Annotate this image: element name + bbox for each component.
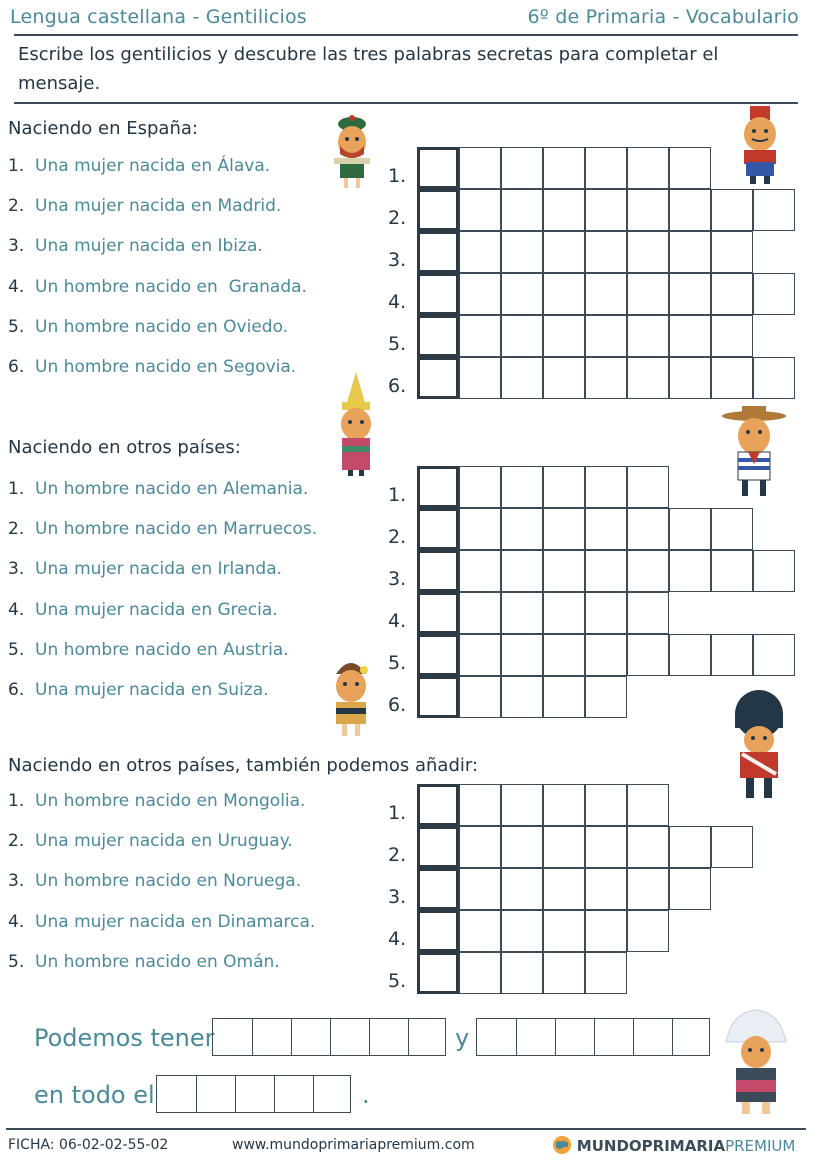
letter-cell[interactable] [669,826,711,868]
letter-cell[interactable] [627,273,669,315]
grid-row-number: 2. [388,844,407,866]
clue-item [8,791,305,811]
letter-cell[interactable] [585,910,627,952]
answer-box-divider [672,1019,673,1055]
clue-number: 4. [8,911,25,932]
letter-cell[interactable] [543,550,585,592]
clue-number: 2. [8,196,25,217]
clue-item [8,236,263,256]
letter-cell[interactable] [711,550,753,592]
clue-text: Una mujer nacida en Álava. [24,156,271,176]
letter-cell[interactable] [627,592,669,634]
letter-cell[interactable] [501,634,543,676]
letter-cell[interactable] [459,634,501,676]
letter-cell[interactable] [501,357,543,399]
letter-cell[interactable] [711,826,753,868]
clue-text: Un hombre nacido en Alemania. [24,479,309,499]
clue-item [8,156,270,176]
secret-letter-cell[interactable] [417,466,459,508]
answer-box-divider [330,1019,331,1055]
answer-box-divider [235,1076,236,1112]
grid-row-number: 1. [388,165,407,187]
letter-cell[interactable] [543,868,585,910]
worksheet-grade: 6º de Primaria - Vocabulario [527,6,799,28]
clue-item [8,196,281,216]
letter-cell[interactable] [543,592,585,634]
letter-cell[interactable] [669,634,711,676]
letter-cell[interactable] [585,676,627,718]
letter-cell[interactable] [627,634,669,676]
secret-word-1-boxes[interactable] [212,1018,446,1056]
section-title-other-countries: Naciendo en otros países: [8,437,241,458]
letter-cell[interactable] [459,231,501,273]
letter-cell[interactable] [501,910,543,952]
brand-part-b: PRIMARIA [641,1137,726,1155]
letter-cell[interactable] [543,273,585,315]
letter-cell[interactable] [753,273,795,315]
letter-cell[interactable] [459,508,501,550]
letter-cell[interactable] [543,952,585,994]
letter-cell[interactable] [711,508,753,550]
scottish-character-illustration [326,114,378,194]
website-url: www.mundoprimariapremium.com [232,1137,475,1153]
answer-box-divider [313,1076,314,1112]
secret-letter-cell[interactable] [417,273,459,315]
turkish-character-illustration [732,104,788,188]
letter-cell[interactable] [585,357,627,399]
final-text-part2: en todo el [34,1081,155,1109]
secret-letter-cell[interactable] [417,826,459,868]
globe-icon [552,1135,572,1155]
letter-cell[interactable] [669,315,711,357]
swiss-character-illustration [324,658,378,742]
clue-number: 4. [8,599,25,620]
clue-text: Un hombre nacido en Noruega. [24,871,302,892]
secret-letter-cell[interactable] [417,592,459,634]
letter-cell[interactable] [543,231,585,273]
grid-row-number: 1. [388,484,407,506]
letter-cell[interactable] [459,784,501,826]
secret-letter-cell[interactable] [417,357,459,399]
clue-item [8,871,301,891]
letter-cell[interactable] [753,357,795,399]
answer-box-divider [633,1019,634,1055]
letter-cell[interactable] [711,273,753,315]
clue-item [8,519,317,539]
letter-cell[interactable] [669,231,711,273]
letter-cell[interactable] [459,910,501,952]
letter-cell[interactable] [627,508,669,550]
clue-number: 3. [8,871,25,892]
letter-cell[interactable] [627,466,669,508]
worksheet-subject: Lengua castellana - Gentilicios [10,6,307,28]
letter-cell[interactable] [585,508,627,550]
clue-item [8,831,293,851]
intro-divider [14,102,798,104]
british-guard-character-illustration [728,690,790,804]
answer-box-divider [516,1019,517,1055]
clue-text: Un hombre nacido en Mongolia. [24,791,306,811]
clue-item [8,640,289,660]
clue-item [8,317,288,337]
clue-item [8,277,307,297]
clue-item [8,357,296,377]
clue-number: 1. [8,479,25,499]
clue-text: Un hombre nacido en Austria. [24,639,289,660]
letter-cell[interactable] [459,147,501,189]
letter-cell[interactable] [543,508,585,550]
clue-text: Un hombre nacido en Oviedo. [24,316,289,337]
letter-cell[interactable] [543,357,585,399]
letter-cell[interactable] [585,952,627,994]
letter-cell[interactable] [585,784,627,826]
letter-cell[interactable] [459,676,501,718]
clue-number: 3. [8,236,25,257]
letter-cell[interactable] [459,592,501,634]
letter-cell[interactable] [669,273,711,315]
letter-cell[interactable] [711,315,753,357]
letter-cell[interactable] [501,952,543,994]
letter-cell[interactable] [669,189,711,231]
grid-row-number: 6. [388,694,407,716]
clue-number: 1. [8,156,25,176]
answer-box-divider [555,1019,556,1055]
letter-cell[interactable] [459,826,501,868]
letter-cell[interactable] [627,910,669,952]
letter-cell[interactable] [669,357,711,399]
secret-letter-cell[interactable] [417,189,459,231]
clue-text: Un hombre nacido en Omán. [24,951,280,972]
clue-item [8,912,315,932]
grid-row-number: 6. [388,375,407,397]
secret-word-2-boxes[interactable] [476,1018,710,1056]
letter-cell[interactable] [627,189,669,231]
letter-cell[interactable] [585,189,627,231]
letter-cell[interactable] [627,550,669,592]
answer-box-divider [252,1019,253,1055]
clue-number: 5. [8,316,25,337]
secret-letter-cell[interactable] [417,868,459,910]
clue-number: 3. [8,559,25,580]
clue-text: Un hombre nacido en Marruecos. [24,519,318,540]
letter-cell[interactable] [627,868,669,910]
grid-row-number: 5. [388,333,407,355]
letter-cell[interactable] [501,826,543,868]
letter-cell[interactable] [753,634,795,676]
clue-text: Un hombre nacido en Granada. [24,276,307,297]
letter-cell[interactable] [543,466,585,508]
letter-cell[interactable] [711,231,753,273]
grid-row-number: 2. [388,526,407,548]
letter-cell[interactable] [459,466,501,508]
clue-text: Una mujer nacida en Uruguay. [24,831,293,852]
letter-cell[interactable] [459,189,501,231]
letter-cell[interactable] [585,868,627,910]
letter-cell[interactable] [711,634,753,676]
section-title-spain: Naciendo en España: [8,118,198,139]
answer-box-divider [369,1019,370,1055]
letter-cell[interactable] [543,147,585,189]
letter-cell[interactable] [543,315,585,357]
letter-cell[interactable] [711,189,753,231]
answer-box-divider [594,1019,595,1055]
letter-cell[interactable] [585,147,627,189]
clue-number: 4. [8,276,25,297]
letter-cell[interactable] [501,466,543,508]
letter-cell[interactable] [459,315,501,357]
grid-row-number: 4. [388,291,407,313]
brand-part-a: MUNDO [576,1137,642,1155]
letter-cell[interactable] [585,634,627,676]
letter-cell[interactable] [585,315,627,357]
letter-cell[interactable] [543,189,585,231]
letter-cell[interactable] [501,315,543,357]
letter-cell[interactable] [501,189,543,231]
clue-number: 6. [8,680,25,700]
answer-box-divider [196,1076,197,1112]
letter-cell[interactable] [627,826,669,868]
letter-cell[interactable] [459,550,501,592]
thai-character-illustration [330,372,382,478]
letter-cell[interactable] [753,550,795,592]
letter-cell[interactable] [501,550,543,592]
letter-cell[interactable] [543,676,585,718]
final-text-connector: y [455,1024,470,1052]
letter-cell[interactable] [543,784,585,826]
brand-logo [552,1135,795,1155]
secret-letter-cell[interactable] [417,315,459,357]
clue-item [8,952,280,972]
gondolier-character-illustration [720,404,788,500]
grid-row-number: 2. [388,207,407,229]
letter-cell[interactable] [501,676,543,718]
answer-box-divider [408,1019,409,1055]
letter-cell[interactable] [669,550,711,592]
letter-cell[interactable] [501,147,543,189]
letter-cell[interactable] [627,147,669,189]
clue-item [8,600,278,620]
secret-word-3-boxes[interactable] [156,1075,351,1113]
letter-cell[interactable] [585,550,627,592]
letter-cell[interactable] [501,868,543,910]
clue-text: Una mujer nacida en Madrid. [24,196,282,217]
grid-row-number: 3. [388,886,407,908]
clue-text: Una mujer nacida en Suiza. [24,680,269,700]
letter-cell[interactable] [459,273,501,315]
letter-cell[interactable] [711,357,753,399]
letter-cell[interactable] [543,826,585,868]
section-title-more-countries: Naciendo en otros países, también podemos añadir: [8,755,479,776]
clue-item [8,479,308,499]
footer-divider [6,1128,806,1130]
secret-letter-cell[interactable] [417,784,459,826]
clue-text: Una mujer nacida en Irlanda. [24,559,283,580]
answer-box-divider [291,1019,292,1055]
final-text-end: . [362,1081,370,1109]
secret-letter-cell[interactable] [417,147,459,189]
letter-cell[interactable] [501,273,543,315]
letter-cell[interactable] [627,357,669,399]
dutch-character-illustration [720,1008,792,1120]
letter-cell[interactable] [669,508,711,550]
grid-row-number: 3. [388,249,407,271]
ficha-code: FICHA: 06-02-02-55-02 [8,1137,169,1153]
grid-row-number: 3. [388,568,407,590]
letter-cell[interactable] [501,231,543,273]
letter-cell[interactable] [627,784,669,826]
letter-cell[interactable] [669,147,711,189]
brand-part-c: PREMIUM [725,1137,796,1155]
letter-cell[interactable] [501,784,543,826]
instructions: Escribe los gentilicios y descubre las tres palabras secretas para completar el mensaje. [18,44,719,94]
letter-cell[interactable] [585,466,627,508]
letter-cell[interactable] [501,592,543,634]
grid-row-number: 5. [388,652,407,674]
clue-number: 6. [8,357,25,377]
grid-row-number: 4. [388,928,407,950]
clue-item [8,559,282,579]
secret-letter-cell[interactable] [417,634,459,676]
clue-text: Una mujer nacida en Grecia. [24,599,278,620]
letter-cell[interactable] [753,189,795,231]
clue-number: 1. [8,791,25,811]
letter-cell[interactable] [585,592,627,634]
clue-item [8,680,269,700]
letter-cell[interactable] [585,231,627,273]
letter-cell[interactable] [459,357,501,399]
answer-box-divider [274,1076,275,1112]
letter-cell[interactable] [501,508,543,550]
clue-number: 5. [8,951,25,972]
letter-cell[interactable] [459,952,501,994]
secret-letter-cell[interactable] [417,952,459,994]
letter-cell[interactable] [543,910,585,952]
clue-text: Una mujer nacida en Ibiza. [24,236,263,257]
grid-row-number: 5. [388,970,407,992]
secret-letter-cell[interactable] [417,231,459,273]
secret-letter-cell[interactable] [417,550,459,592]
clue-text: Un hombre nacido en Segovia. [24,357,297,377]
clue-text: Una mujer nacida en Dinamarca. [24,911,316,932]
clue-number: 2. [8,519,25,540]
letter-cell[interactable] [627,315,669,357]
final-text-part1: Podemos tener [34,1024,215,1052]
letter-cell[interactable] [543,634,585,676]
letter-cell[interactable] [585,273,627,315]
secret-letter-cell[interactable] [417,676,459,718]
secret-letter-cell[interactable] [417,910,459,952]
clue-number: 2. [8,831,25,852]
clue-number: 5. [8,639,25,660]
letter-cell[interactable] [585,826,627,868]
secret-letter-cell[interactable] [417,508,459,550]
grid-row-number: 4. [388,610,407,632]
header-divider [14,34,798,36]
letter-cell[interactable] [669,868,711,910]
grid-row-number: 1. [388,802,407,824]
letter-cell[interactable] [459,868,501,910]
letter-cell[interactable] [627,231,669,273]
